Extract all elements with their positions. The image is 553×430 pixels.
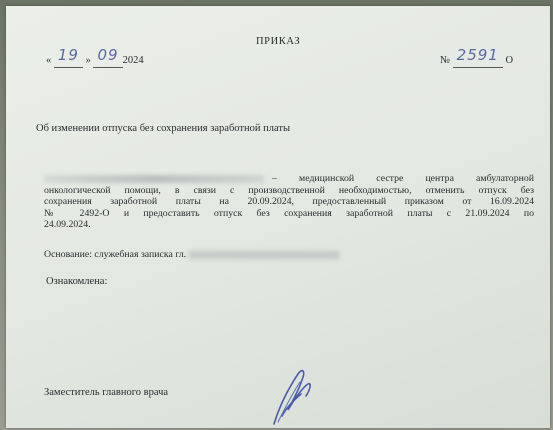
document-title: ПРИКАЗ: [256, 36, 301, 47]
order-body: [44, 173, 534, 231]
signer-title: Заместитель главного врача: [44, 387, 169, 398]
body-line-5: 24.09.2024.: [44, 219, 91, 231]
date-open-quote: «: [46, 55, 52, 66]
redacted-name: [44, 175, 264, 183]
body-line-2: онкологической помощи, в связи с производственной необходимостью, отменить отпуск без: [44, 184, 534, 196]
date-month: 09: [97, 46, 119, 64]
date-day: 19: [57, 46, 79, 64]
document-page: [6, 6, 550, 428]
body-line-4: № 2492-О и предоставить отпуск без сохранения заработной платы с 21.09.2024 по: [44, 207, 534, 219]
body-line-3: сохранения заработной платы на 20.09.2024, предоставленный приказом от 16.09.2024: [44, 196, 534, 208]
date-close-quote: »: [85, 55, 91, 66]
body-line-1: – медицинской сестре центра амбулаторной: [44, 173, 534, 185]
redacted-basis: [189, 251, 339, 259]
order-subject: Об изменении отпуска без сохранения заработной платы: [36, 123, 291, 134]
signature-icon: [268, 364, 338, 426]
number-suffix: О: [505, 55, 514, 66]
number-value: 2591: [456, 46, 499, 64]
order-basis: Основание: служебная записка гл.: [44, 249, 339, 260]
number-prefix: №: [440, 55, 451, 66]
order-date: [46, 46, 144, 68]
order-number: [440, 46, 514, 68]
date-year: 2024: [122, 55, 144, 66]
acknowledged-label: Ознакомлена:: [46, 276, 108, 287]
